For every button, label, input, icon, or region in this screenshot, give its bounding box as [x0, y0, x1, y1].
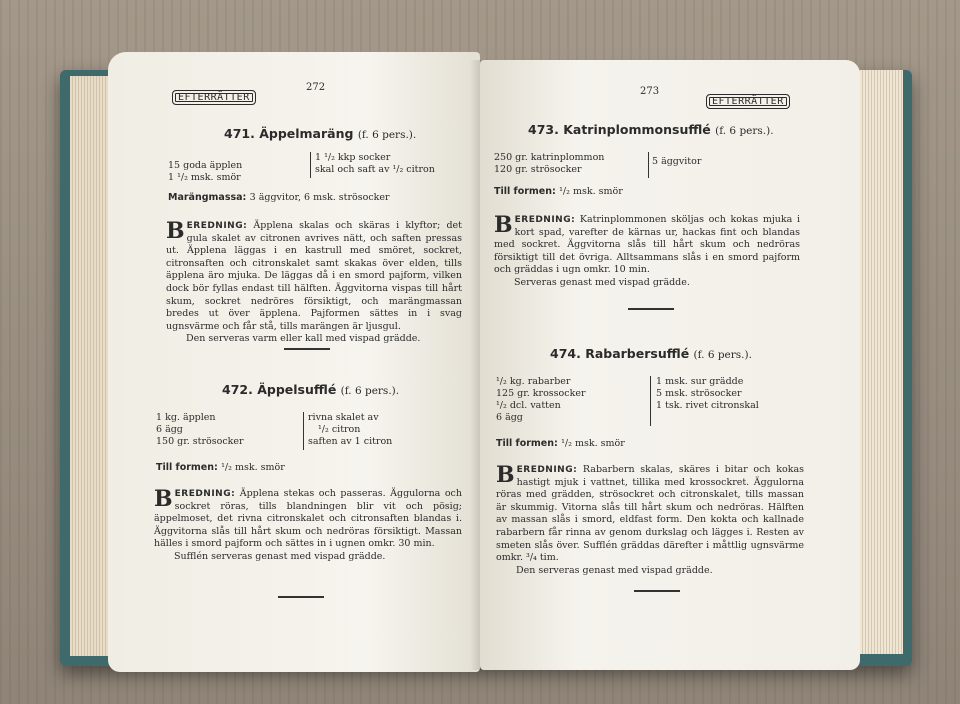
meringue-value: 3 äggvitor, 6 msk. strösocker: [249, 192, 390, 203]
recipe-title: [222, 382, 399, 397]
ingredients-right: [652, 156, 701, 168]
ingredient: ¹/₂ citron: [318, 424, 361, 435]
ingredient: ¹/₂ dcl. vatten: [496, 400, 561, 411]
method-text: Rabarbern skalas, skäres i bitar och kokas hastigt mjuk i vattnet, tillika med krossockret. Äggulorna röras med grädden, strösockret och citronskalet, tills massan är skummig. Vitorna slås till hårt skum och nedröras. Hälften av massan slås i smord, eldfast form. Den kokta och kallnade rabarbern får rinna av genom durkslag och lägges i. Resten av smeten slås över. Sufflén gräddas därefter i måttlig ugnsvärme omkr. ³/₄ tim.: [496, 464, 804, 564]
ingredient: 15 goda äpplen: [168, 160, 243, 171]
ingredient-divider: [310, 152, 311, 178]
recipe-number: 471.: [224, 126, 255, 141]
ingredient: saften av 1 citron: [308, 436, 393, 447]
method-closing: Serveras genast med vispad grädde.: [514, 276, 690, 288]
ingredient: 1 kg. äpplen: [156, 412, 216, 423]
form-line: [494, 186, 623, 197]
form-label: Till formen:: [156, 462, 218, 473]
ingredient: 1 ¹/₂ msk. smör: [168, 172, 241, 183]
drop-cap: B: [166, 218, 185, 244]
left-page: [108, 52, 480, 672]
ingredient: 1 tsk. rivet citronskal: [656, 400, 759, 411]
recipe-title: [224, 126, 416, 141]
ingredients-left: [156, 412, 244, 448]
ingredient: 250 gr. katrinplommon: [494, 152, 605, 163]
method-lead: EREDNING:: [516, 465, 578, 475]
recipe-name: Rabarbersufflé: [585, 346, 690, 361]
form-label: Till formen:: [494, 186, 556, 197]
section-divider: [634, 590, 680, 592]
recipe-title: [528, 122, 774, 137]
recipe-servings: (f. 6 pers.).: [340, 385, 400, 397]
method-paragraph: [494, 214, 800, 290]
ingredients-right: [656, 376, 759, 412]
recipe-name: Äppelsufflé: [257, 382, 337, 397]
ingredient: 120 gr. strösocker: [494, 164, 582, 175]
section-divider: [628, 308, 674, 310]
method-paragraph: [496, 464, 804, 577]
ingredient-divider: [303, 412, 304, 450]
ingredient: 125 gr. krossocker: [496, 388, 586, 399]
ingredients-left: [168, 160, 242, 184]
ingredients-right: [308, 412, 392, 448]
method-closing: Den serveras varm eller kall med vispad grädde.: [186, 333, 421, 345]
ingredient-divider: [650, 376, 651, 426]
method-paragraph: [154, 488, 462, 564]
recipe-number: 474.: [550, 346, 581, 361]
ingredient: skal och saft av ¹/₂ citron: [315, 164, 435, 175]
page-number: 273: [640, 86, 660, 97]
ingredients-right: [315, 152, 435, 176]
method-closing: Sufflén serveras genast med vispad grädde.: [174, 550, 386, 562]
form-value: ¹/₂ msk. smör: [561, 438, 625, 449]
method-text: Äpplena stekas och passeras. Äggulorna och sockret röras, tills blandningen blir vit och pösig; äppelmoset, det rivna citronskalet och citronsaften blandas i. Äggvitorna slås till hårt skum och nedröras försiktigt. Massan hälles i smord pajform och sättes in i ugnen omkr. 30 min.: [154, 488, 462, 550]
recipe-name: Katrinplommonsufflé: [563, 122, 711, 137]
method-lead: EREDNING:: [186, 221, 248, 231]
ingredient: rivna skalet av: [308, 412, 379, 423]
method-closing: Den serveras genast med vispad grädde.: [516, 564, 713, 576]
meringue-label: Marängmassa:: [168, 192, 247, 203]
meringue-line: [168, 192, 390, 203]
section-divider: [284, 348, 330, 350]
method-lead: EREDNING:: [514, 215, 576, 225]
recipe-name: Äppelmaräng: [259, 126, 354, 141]
ingredient: 5 äggvitor: [652, 156, 702, 167]
ingredient: 1 msk. sur grädde: [656, 376, 744, 387]
ingredients-left: [496, 376, 586, 424]
method-text: Äpplena skalas och skäras i klyftor; det gula skalet av citronen avrives nätt, och saften pressas ut. Äpplena läggas i en kastrull med smöret, sockret, citronsaften och citronskalet samt skakas över elden, tills äpplena äro mjuka. De läggas då i en smord pajform, vilken dock bör fyllas endast till hälften. Äggvitorna vispas till hårt skum, sockret nedröres försiktigt, och marängmassan bredes ut över äpplena. Pajformen sättes in i svag ugnsvärme och får stå, tills marängen är ljusgul.: [166, 220, 462, 332]
section-badge: EFTERRÄTTER: [172, 90, 256, 105]
ingredient: 6 ägg: [496, 412, 523, 423]
form-label: Till formen:: [496, 438, 558, 449]
ingredient: 150 gr. strösocker: [156, 436, 244, 447]
ingredients-left: [494, 152, 604, 176]
drop-cap: B: [494, 212, 513, 238]
drop-cap: B: [496, 462, 515, 488]
ingredient: ¹/₂ kg. rabarber: [496, 376, 571, 387]
section-badge: EFTERRÄTTER: [706, 94, 790, 109]
ingredient: 5 msk. strösocker: [656, 388, 742, 399]
method-lead: EREDNING:: [174, 489, 236, 499]
method-paragraph: [166, 220, 462, 346]
page-number: 272: [306, 82, 326, 93]
recipe-servings: (f. 6 pers.).: [693, 349, 752, 361]
recipe-number: 472.: [222, 382, 253, 397]
ingredient: 1 ¹/₂ kkp socker: [315, 152, 391, 163]
recipe-servings: (f. 6 pers.).: [357, 129, 417, 141]
section-divider: [278, 596, 324, 598]
form-value: ¹/₂ msk. smör: [221, 462, 285, 473]
form-line: [496, 438, 625, 449]
ingredient: 6 ägg: [156, 424, 183, 435]
recipe-servings: (f. 6 pers.).: [715, 125, 774, 137]
recipe-number: 473.: [528, 122, 559, 137]
form-line: [156, 462, 285, 473]
ingredient-divider: [648, 152, 649, 178]
drop-cap: B: [154, 486, 173, 512]
form-value: ¹/₂ msk. smör: [559, 186, 623, 197]
recipe-title: [550, 346, 752, 361]
method-text: Katrinplommonen sköljas och kokas mjuka i kort spad, varefter de kärnas ur, hackas fint och blandas med sockret. Äggvitorna slås till hårt skum och nedröras försiktigt till det övriga. Alltsammans slås i en smord pajform och gräddas i ugn omkr. 10 min.: [494, 214, 800, 276]
right-page: [480, 60, 860, 670]
